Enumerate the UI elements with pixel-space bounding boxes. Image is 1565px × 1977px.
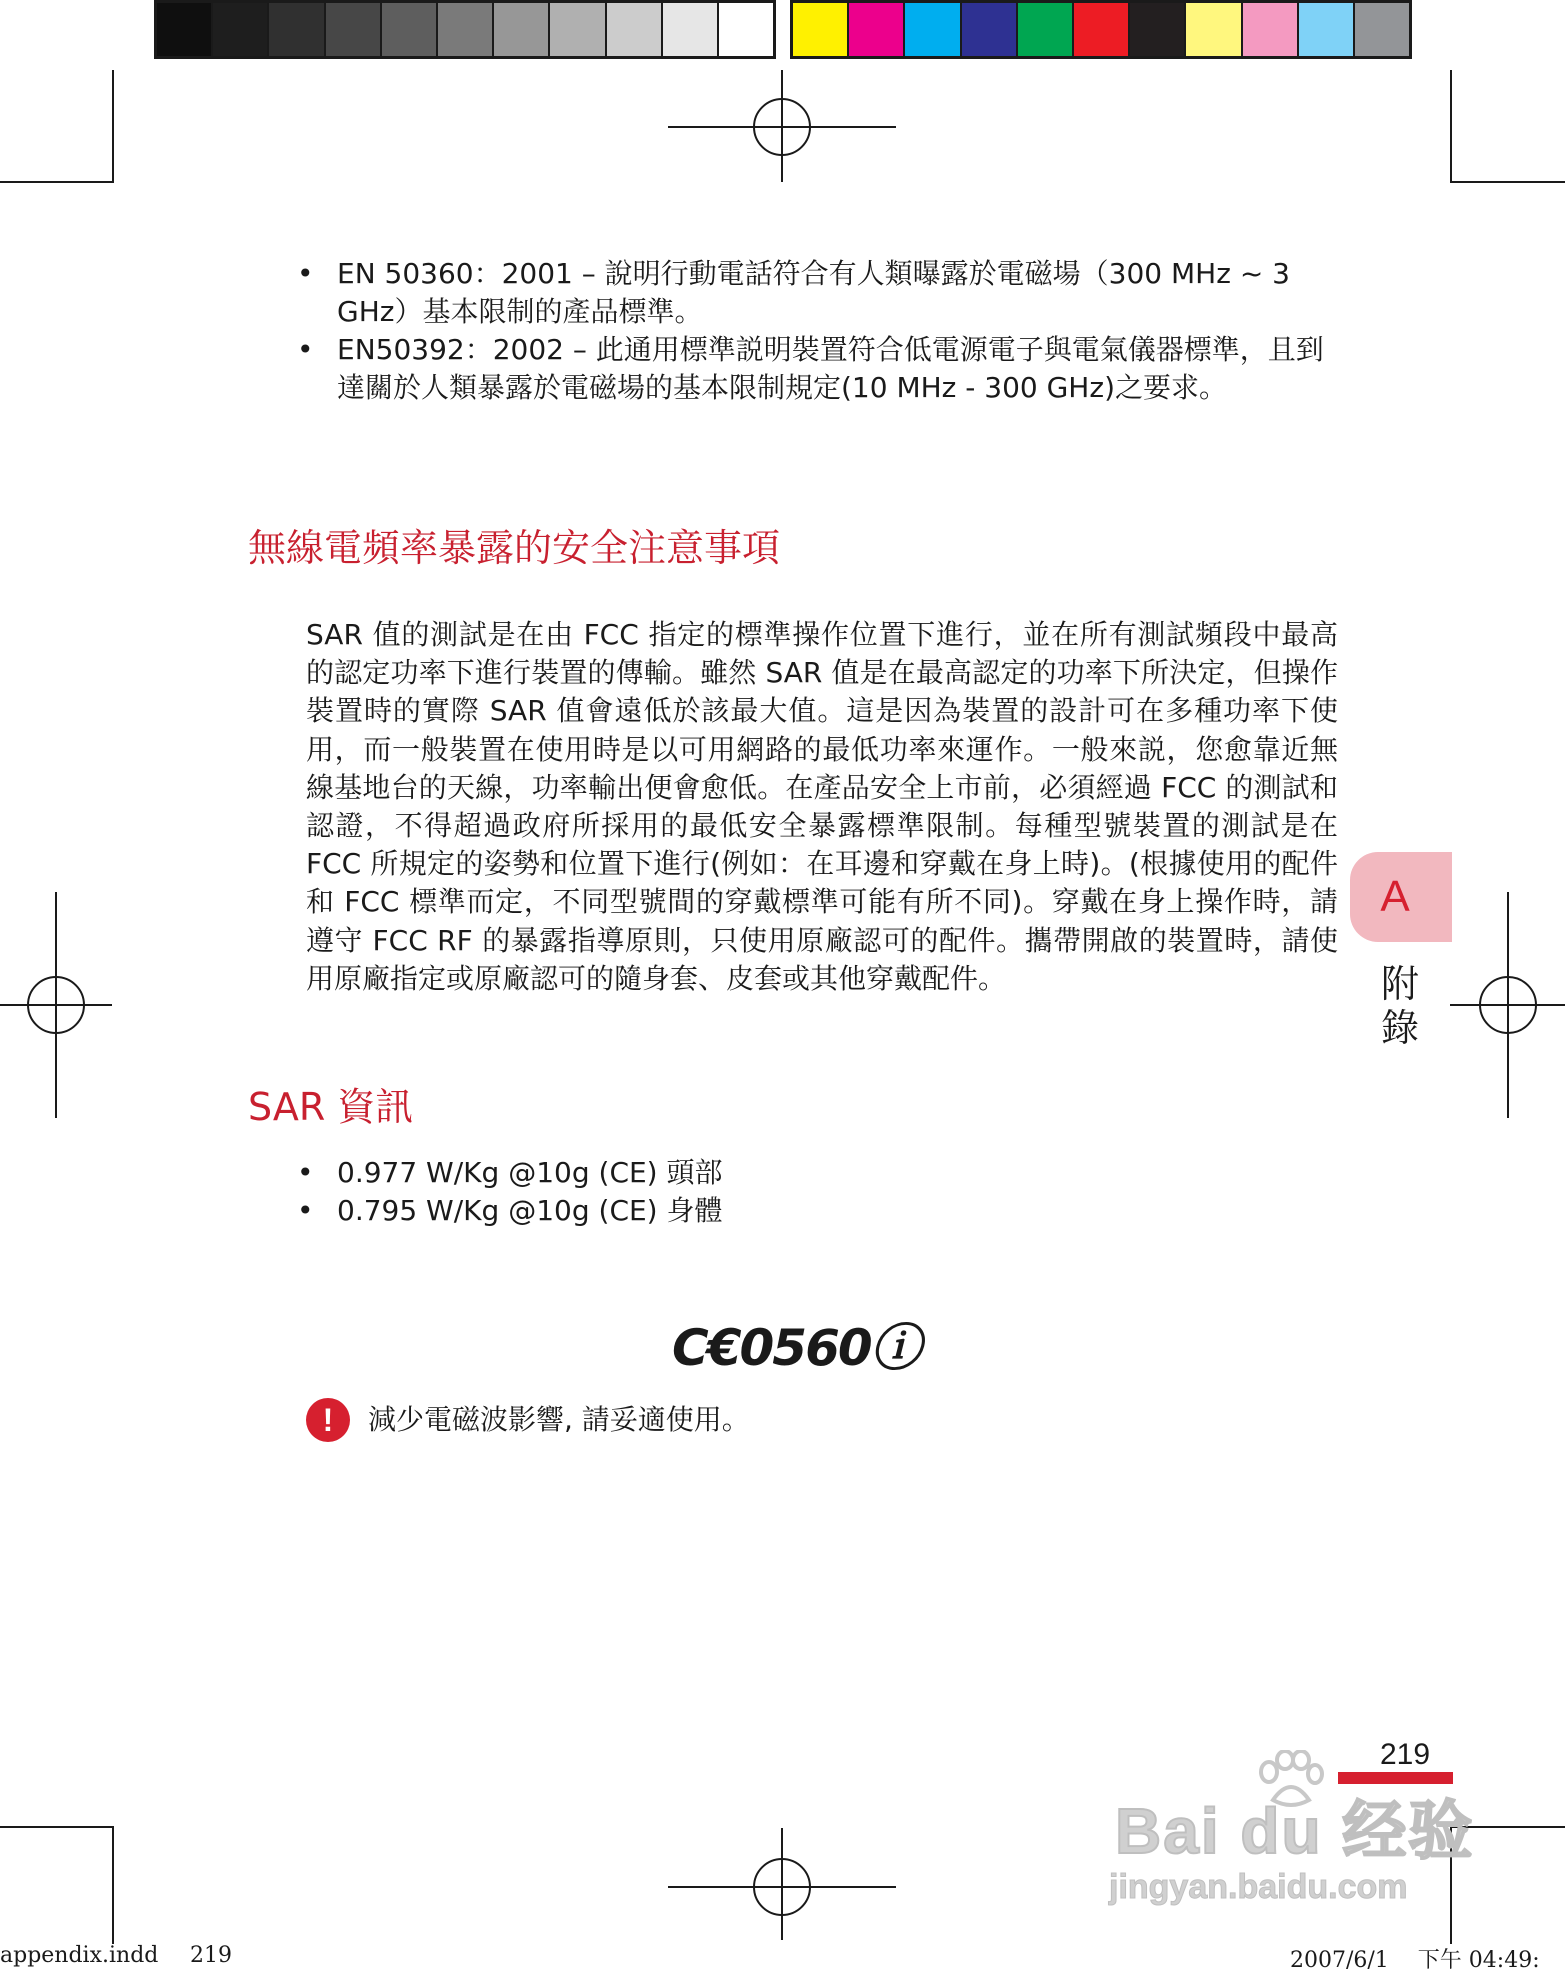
grey-swatch [438,3,494,56]
spec-text: EN50392：2002 – 此通用標準説明裝置符合低電源電子與電氣儀器標準，且到達關於人類暴露於電磁場的基本限制規定(10 MHz - 300 GHz)之要求。 [337,333,1324,404]
grey-swatch [607,3,663,56]
grey-swatch [157,3,213,56]
sar-list [297,1154,1339,1230]
spec-list [297,255,1339,407]
color-swatch [905,3,961,56]
page-number: 219 [1380,1738,1431,1771]
sar-value: 0.977 W/Kg @10g (CE) 頭部 [337,1156,723,1189]
grey-swatch [494,3,550,56]
color-swatch [962,3,1018,56]
watermark-url: jingyan.baidu.com [1109,1868,1408,1906]
grey-swatch [550,3,606,56]
exclamation-icon: ! [306,1398,350,1442]
grey-calibration-bar [154,0,776,59]
grey-swatch [663,3,719,56]
list-item: • EN 50360：2001 – 說明行動電話符合有人類曝露於電磁場（300 MHz ~ 3 GHz）基本限制的產品標準。 [297,257,1291,328]
grey-swatch [382,3,438,56]
slug-datetime: 2007/6/1 下午 04:49: [1290,1948,1540,1973]
slug-page: 219 [190,1943,232,1968]
rf-safety-paragraph: SAR 值的測試是在由 FCC 指定的標準操作位置下進行，並在所有測試頻段中最高的認定功率下進行裝置的傳輸。雖然 SAR 值是在最高認定的功率下所決定，但操作裝置時的實際 SAR 值會遠低於該最大值。這是因為裝置的設計可在多種功率下使用，而一般裝置在使用時是以可用網路的最低功率來運作。一般來説，您愈靠近無線基地台的天線，功率輸出便會愈低。在產品安全上市前，必須經過 FCC 的測試和認證，不得超過政府所採用的最低安全暴露標準限制。每種型號裝置的測試是在 FCC 所規定的姿勢和位置下進行(例如：在耳邊和穿戴在身上時)。(根據使用的配件和 FCC 標準而定，不同型號間的穿戴標準可能有所不同)。穿戴在身上操作時，請遵守 FCC RF 的暴露指導原則，只使用原廠認可的配件。攜帶開啟的裝置時，請使用原廠指定或原廠認可的隨身套、皮套或其他穿戴配件。 [306,618,1338,995]
list-item: • EN50392：2002 – 此通用標準説明裝置符合低電源電子與電氣儀器標準，且到達關於人類暴露於電磁場的基本限制規定(10 MHz - 300 GHz)之要求。 [297,333,1324,404]
baidu-watermark [1105,1752,1475,1932]
slug-file: appendix.indd [0,1943,159,1968]
ce-mark-logo: C€0560ⓘ [672,1319,919,1377]
appendix-tab [1350,852,1452,942]
color-swatch [1299,3,1355,56]
rf-safety-heading: 無線電頻率暴露的安全注意事項 [248,526,781,570]
color-swatch [1243,3,1299,56]
watermark-logo: Bai du 经验 [1115,1795,1475,1867]
tab-label: 附錄 [1380,962,1419,1050]
color-swatch [1018,3,1074,56]
grey-swatch [269,3,325,56]
color-swatch [1355,3,1409,56]
grey-swatch [213,3,269,56]
color-swatch [1074,3,1130,56]
list-item: • 0.795 W/Kg @10g (CE) 身體 [297,1194,723,1227]
color-swatch [793,3,849,56]
spec-text: EN 50360：2001 – 說明行動電話符合有人類曝露於電磁場（300 MHz ~ 3 GHz）基本限制的產品標準。 [337,257,1291,328]
color-calibration-bar [790,0,1412,59]
color-swatch [849,3,905,56]
sar-value: 0.795 W/Kg @10g (CE) 身體 [337,1194,723,1227]
tab-letter: A [1380,872,1410,921]
color-swatch [1130,3,1186,56]
warning-text: 減少電磁波影響, 請妥適使用。 [368,1403,750,1436]
list-item: • 0.977 W/Kg @10g (CE) 頭部 [297,1156,723,1189]
sar-heading: SAR 資訊 [248,1085,414,1129]
grey-swatch [326,3,382,56]
color-swatch [1186,3,1242,56]
grey-swatch [719,3,773,56]
